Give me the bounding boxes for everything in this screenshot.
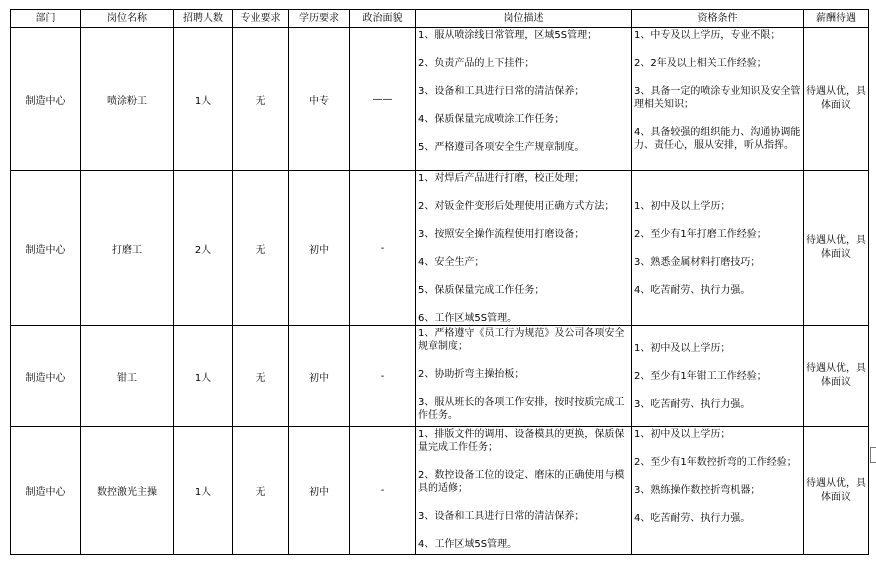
dept-cell: 制造中心 — [11, 28, 81, 171]
major-cell: 无 — [233, 171, 289, 326]
recruitment-table — [10, 9, 869, 555]
duty-item: 1、严格遵守《员工行为规范》及公司各项安全规章制度； — [418, 328, 625, 352]
header-political: 政治面貌 — [350, 10, 416, 28]
pay-cell: 待遇从优，具体面议 — [804, 171, 869, 326]
header-position: 岗位名称 — [81, 10, 174, 28]
duty-item: 4、安全生产； — [418, 257, 485, 268]
political-cell: - — [350, 171, 416, 326]
duty-item: 4、保质保量完成喷涂工作任务； — [418, 114, 565, 125]
duty-item: 5、保质保量完成工作任务； — [418, 285, 545, 296]
duty-item: 5、严格遵司各项安全生产规章制度。 — [418, 142, 585, 153]
education-cell: 初中 — [289, 171, 350, 326]
header-qualifications: 资格条件 — [632, 10, 804, 28]
qualification-item: 4、吃苦耐劳、执行力强。 — [634, 285, 751, 296]
qualifications-cell — [632, 326, 804, 427]
qualification-item: 2、2年及以上相关工作经验； — [634, 58, 767, 69]
qualification-item: 2、至少有1年钳工工作经验； — [634, 371, 767, 382]
duty-item: 2、对钣金件变形后处理使用正确方式方法； — [418, 201, 615, 212]
political-cell: —— — [350, 28, 416, 171]
education-cell: 初中 — [289, 326, 350, 427]
political-cell: - — [350, 326, 416, 427]
table-row — [11, 427, 869, 555]
qualification-item: 3、具备一定的喷涂专业知识及安全管理相关知识； — [634, 86, 801, 110]
qualifications-cell — [632, 28, 804, 171]
qualification-item: 1、初中及以上学历； — [634, 429, 731, 440]
dept-cell: 制造中心 — [11, 326, 81, 427]
header-row — [11, 10, 869, 28]
header-duties: 岗位描述 — [416, 10, 632, 28]
dept-cell: 制造中心 — [11, 171, 81, 326]
header-dept: 部门 — [11, 10, 81, 28]
qualification-item: 2、至少有1年打磨工作经验； — [634, 229, 767, 240]
qualification-item: 3、熟练操作数控折弯机器； — [634, 485, 761, 496]
pay-cell: 待遇从优，具体面议 — [804, 28, 869, 171]
count-cell: 1人 — [174, 326, 233, 427]
position-cell: 数控激光主操 — [81, 427, 174, 555]
qualification-item: 1、初中及以上学历； — [634, 343, 731, 354]
qualification-item: 4、具备较强的组织能力、沟通协调能力、责任心，服从安排，听从指挥。 — [634, 127, 801, 151]
duty-item: 4、工作区域5S管理。 — [418, 539, 518, 550]
duty-item: 1、服从喷涂线日常管理，区域5S管理； — [418, 30, 598, 41]
duty-item: 6、工作区域5S管理。 — [418, 313, 518, 324]
header-major: 专业要求 — [233, 10, 289, 28]
major-cell: 无 — [233, 28, 289, 171]
duty-item: 3、服从班长的各项工作安排，按时按质完成工作任务。 — [418, 397, 625, 421]
count-cell: 1人 — [174, 427, 233, 555]
qualifications-cell — [632, 171, 804, 326]
position-cell: 喷涂粉工 — [81, 28, 174, 171]
header-pay: 薪酬待遇 — [804, 10, 869, 28]
qualification-item: 1、中专及以上学历，专业不限； — [634, 30, 781, 41]
position-cell: 打磨工 — [81, 171, 174, 326]
count-cell: 2人 — [174, 171, 233, 326]
pay-cell: 待遇从优，具体面议 — [804, 326, 869, 427]
qualification-item: 3、吃苦耐劳、执行力强。 — [634, 399, 751, 410]
duty-item: 3、设备和工具进行日常的清洁保养； — [418, 511, 585, 522]
duties-cell — [416, 171, 632, 326]
duties-cell — [416, 28, 632, 171]
qualification-item: 3、熟悉金属材料打磨技巧； — [634, 257, 761, 268]
major-cell: 无 — [233, 427, 289, 555]
pay-cell: 待遇从优，具体面议 — [804, 427, 869, 555]
political-cell: - — [350, 427, 416, 555]
qualifications-cell — [632, 427, 804, 555]
dept-cell: 制造中心 — [11, 427, 81, 555]
table-row — [11, 171, 869, 326]
duties-cell — [416, 326, 632, 427]
duty-item: 2、负责产品的上下挂件； — [418, 58, 535, 69]
table-row — [11, 326, 869, 427]
qualification-item: 2、至少有1年数控折弯的工作经验； — [634, 457, 797, 468]
education-cell: 中专 — [289, 28, 350, 171]
duty-item: 3、按照安全操作流程使用打磨设备； — [418, 229, 585, 240]
qualification-item: 1、初中及以上学历； — [634, 201, 731, 212]
duty-item: 3、设备和工具进行日常的清洁保养； — [418, 86, 585, 97]
duty-item: 1、排版文件的调用、设备模具的更换，保质保量完成工作任务； — [418, 429, 625, 453]
edge-bracket-mark — [870, 447, 876, 463]
header-education: 学历要求 — [289, 10, 350, 28]
duties-cell — [416, 427, 632, 555]
qualification-item: 4、吃苦耐劳、执行力强。 — [634, 513, 751, 524]
duty-item: 2、数控设备工位的设定、磨床的正确使用与模具的适修； — [418, 470, 625, 494]
header-count: 招聘人数 — [174, 10, 233, 28]
duty-item: 1、对焊后产品进行打磨，校正处理； — [418, 173, 585, 184]
count-cell: 1人 — [174, 28, 233, 171]
table-row — [11, 28, 869, 171]
major-cell: 无 — [233, 326, 289, 427]
duty-item: 2、协助折弯主操抬板； — [418, 369, 525, 380]
position-cell: 钳工 — [81, 326, 174, 427]
education-cell: 初中 — [289, 427, 350, 555]
